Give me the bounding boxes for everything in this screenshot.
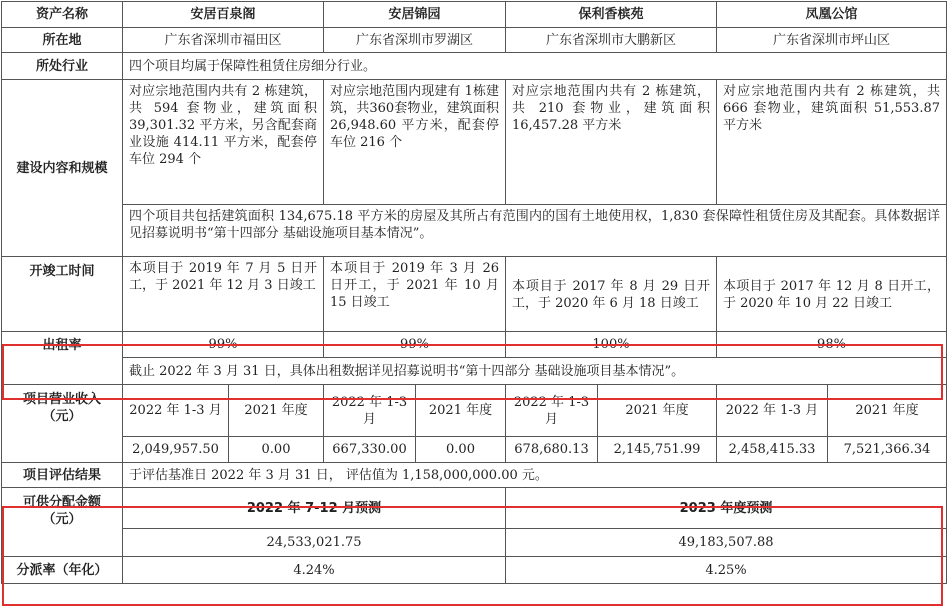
distributable-label: 可供分配金额（元） (2, 488, 123, 557)
distributable-value-1: 24,533,021.75 (123, 529, 506, 557)
occupancy-4: 98% (717, 332, 947, 358)
header-row (2, 2, 947, 28)
revenue-period-3: 2022 年 1-3 月 (324, 385, 416, 437)
occupancy-2: 99% (324, 332, 506, 358)
schedule-label: 开竣工时间 (2, 257, 123, 332)
fund-asset-table (1, 1, 947, 584)
location-1: 广东省深圳市福田区 (123, 28, 324, 53)
occupancy-note: 截止 2022 年 3 月 31 日，具体出租数据详见招募说明书“第十四部分 基础设施项目基本情况”。 (123, 358, 947, 385)
project-name-2: 安居锦园 (324, 2, 506, 28)
construction-label: 建设内容和规模 (2, 80, 123, 257)
construction-detail-3: 对应宗地范围内共有 2 栋建筑，共 210 套物业，建筑面积 16,457.28 平方米 (506, 80, 717, 205)
construction-summary: 四个项目共包括建筑面积 134,675.18 平方米的房屋及其所占有范围内的国有土地使用权，1,830 套保障性租赁住房及其配套。具体数据详见招募说明书“第十四部分 基础设施项目基本情况”。 (123, 205, 947, 257)
location-2: 广东省深圳市罗湖区 (324, 28, 506, 53)
revenue-value-6: 2,145,751.99 (598, 437, 717, 463)
revenue-value-2: 0.00 (229, 437, 324, 463)
construction-detail-1: 对应宗地范围内共有 2 栋建筑，共 594 套物业，建筑面积 39,301.32 平方米，另含配套商业设施 414.11 平方米，配套停车位 294 个 (123, 80, 324, 205)
project-name-1: 安居百泉阁 (123, 2, 324, 28)
occupancy-row (2, 332, 947, 358)
revenue-period-4: 2021 年度 (416, 385, 506, 437)
industry-row (2, 53, 947, 80)
payout-value-2: 4.25% (506, 557, 947, 584)
revenue-period-7: 2022 年 1-3 月 (717, 385, 828, 437)
payout-row (2, 557, 947, 584)
revenue-value-4: 0.00 (416, 437, 506, 463)
schedule-1: 本项目于 2019 年 7 月 5 日开工，于 2021 年 12 月 3 日竣工 (123, 257, 324, 332)
schedule-2: 本项目于 2019 年 3 月 26 日开工，于 2021 年 10 月 15 日竣工 (324, 257, 506, 332)
location-label: 所在地 (2, 28, 123, 53)
distributable-period-2: 2023 年度预测 (506, 488, 947, 529)
schedule-row (2, 257, 947, 332)
distributable-value-row (2, 529, 947, 557)
valuation-text: 于评估基准日 2022 年 3 月 31 日， 评估值为 1,158,000,000.00 元。 (123, 463, 947, 488)
distributable-value-2: 49,183,507.88 (506, 529, 947, 557)
payout-label: 分派率（年化） (2, 557, 123, 584)
industry-text: 四个项目均属于保障性租赁住房细分行业。 (123, 53, 947, 80)
valuation-label: 项目评估结果 (2, 463, 123, 488)
project-name-4: 凤凰公馆 (717, 2, 947, 28)
construction-detail-4: 对应宗地范围内共有 2 栋建筑，共 666 套物业，建筑面积 51,553.87 平方米 (717, 80, 947, 205)
occupancy-3: 100% (506, 332, 717, 358)
location-4: 广东省深圳市坪山区 (717, 28, 947, 53)
occupancy-1: 99% (123, 332, 324, 358)
schedule-3: 本项目于 2017 年 8 月 29 日开工，于 2020 年 6 月 18 日竣工 (506, 257, 717, 332)
revenue-period-2: 2021 年度 (229, 385, 324, 437)
revenue-period-6: 2021 年度 (598, 385, 717, 437)
schedule-4: 本项目于 2017 年 12 月 8 日开工，于 2020 年 10 月 22 日竣工 (717, 257, 947, 332)
revenue-label: 项目营业收入（元） (2, 385, 123, 463)
distributable-period-row (2, 488, 947, 529)
revenue-value-7: 2,458,415.33 (717, 437, 828, 463)
revenue-value-8: 7,521,366.34 (828, 437, 947, 463)
construction-summary-row (2, 205, 947, 257)
revenue-value-5: 678,680.13 (506, 437, 598, 463)
revenue-period-row (2, 385, 947, 437)
construction-detail-2: 对应宗地范围内现建有 1栋建筑，共360套物业，建筑面积 26,948.60 平方米，配套停车位 216 个 (324, 80, 506, 205)
construction-row (2, 80, 947, 205)
valuation-row (2, 463, 947, 488)
location-row (2, 28, 947, 53)
revenue-value-row (2, 437, 947, 463)
revenue-period-1: 2022 年 1-3 月 (123, 385, 229, 437)
revenue-period-5: 2022 年 1-3 月 (506, 385, 598, 437)
revenue-period-8: 2021 年度 (828, 385, 947, 437)
location-3: 广东省深圳市大鹏新区 (506, 28, 717, 53)
distributable-period-1: 2022 年 7-12 月预测 (123, 488, 506, 529)
revenue-value-3: 667,330.00 (324, 437, 416, 463)
asset-name-label: 资产名称 (2, 2, 123, 28)
payout-value-1: 4.24% (123, 557, 506, 584)
revenue-value-1: 2,049,957.50 (123, 437, 229, 463)
project-name-3: 保利香槟苑 (506, 2, 717, 28)
occupancy-note-row (2, 358, 947, 385)
occupancy-label: 出租率 (2, 332, 123, 385)
industry-label: 所处行业 (2, 53, 123, 80)
